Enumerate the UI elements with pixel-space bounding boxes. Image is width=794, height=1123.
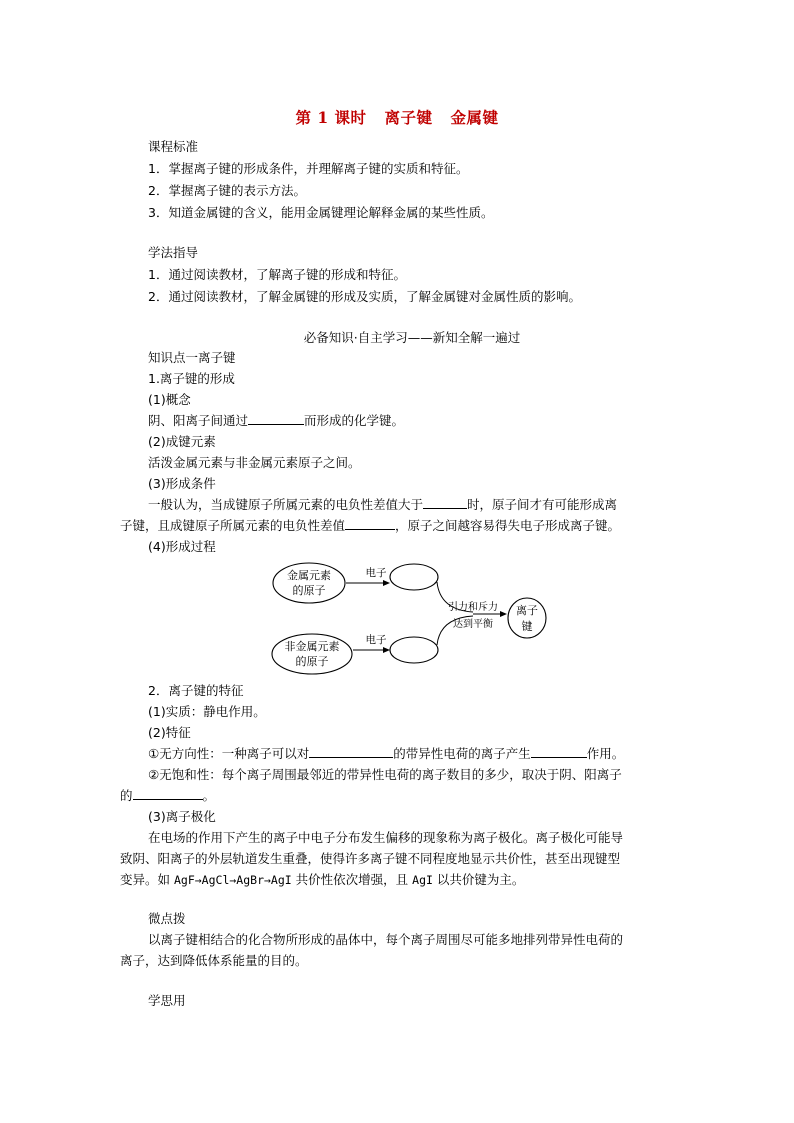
lesson-title [0, 106, 794, 128]
cation-blank-oval [390, 564, 438, 590]
elements-heading: (2)成键元素 [148, 434, 216, 449]
electron-label-bottom: 电子 [365, 634, 387, 646]
elements-text: 活泼金属元素与非金属元素原子之间。 [148, 455, 361, 470]
condition-text: 子键，且成键原子所属元素的电负性差值 ，原子之间越容易得失电子形成离子键。 [120, 518, 621, 533]
fill-blank [345, 517, 395, 530]
arrowhead [383, 647, 390, 653]
metal-atom-label: 金属元素 [287, 569, 331, 582]
nonmetal-atom-label: 非金属元素 [284, 640, 340, 653]
section-title: 必备知识·自主学习——新知全解一遍过 [303, 330, 521, 345]
concept-heading: (1)概念 [148, 392, 191, 407]
ionic-bond-label: 离子 [516, 604, 538, 617]
anion-blank-oval [390, 637, 438, 663]
polarization-text: 变异。如 AgF→AgCl→AgBr→AgI 共价性依次增强，且 AgI 以共价键为主。 [120, 872, 525, 887]
fill-blank [133, 787, 203, 800]
features-subheading: (2)特征 [148, 725, 191, 740]
process-heading: (4)形成过程 [148, 539, 216, 554]
non-directional-text: ①无方向性：一种离子可以对 的带异性电荷的离子产生 作用。 [148, 746, 625, 761]
kp1-subheading: 1.离子键的形成 [148, 371, 235, 386]
balance-label: 达到平衡 [453, 619, 493, 630]
condition-heading: (3)形成条件 [148, 476, 216, 491]
fill-blank [423, 496, 467, 509]
non-saturation-text: 的 。 [120, 788, 216, 803]
fill-blank [531, 745, 587, 758]
ionic-bond-label: 键 [521, 620, 533, 633]
tip-text: 离子，达到降低体系能量的目的。 [120, 953, 308, 968]
curriculum-item: 3．知道金属键的含义，能用金属键理论解释金属的某些性质。 [148, 205, 494, 220]
lesson-topic-ionic: 离子键 [384, 108, 433, 127]
metal-atom-label: 的原子 [292, 584, 326, 597]
method-item: 1．通过阅读教材，了解离子键的形成和特征。 [148, 267, 406, 282]
method-heading: 学法指导 [148, 245, 199, 260]
polarization-heading: (3)离子极化 [148, 809, 216, 824]
tip-text: 以离子键相结合的化合物所形成的晶体中，每个离子周围尽可能多地排列带异性电荷的 [148, 932, 624, 947]
polarization-text: 在电场的作用下产生的离子中电子分布发生偏移的现象称为离子极化。离子极化可能导 [148, 830, 624, 845]
ionic-bond-formation-diagram [268, 560, 568, 675]
electron-label-top: 电子 [365, 567, 387, 579]
tip-heading: 微点拨 [148, 911, 186, 926]
non-saturation-text: ②无饱和性：每个离子周围最邻近的带异性电荷的离子数目的多少，取决于阴、阳离子 [148, 767, 622, 782]
lesson-number: 第 1 课时 [295, 108, 367, 127]
fill-blank [309, 745, 393, 758]
fill-blank [248, 412, 304, 425]
essence-text: (1)实质：静电作用。 [148, 704, 266, 719]
arrowhead [383, 580, 390, 586]
lesson-topic-metallic: 金属键 [450, 108, 499, 127]
features-heading: 2．离子键的特征 [148, 683, 244, 698]
concept-text: 阴、阳离子间通过 而形成的化学键。 [148, 413, 405, 428]
arrowhead [500, 611, 507, 617]
balance-label: 引力和斥力 [448, 602, 498, 613]
condition-text: 一般认为，当成键原子所属元素的电负性差值大于 时，原子间才有可能形成离 [148, 497, 618, 512]
curriculum-item: 1．掌握离子键的形成条件，并理解离子键的实质和特征。 [148, 161, 469, 176]
learn-use-heading: 学思用 [148, 993, 186, 1008]
polarization-text: 致阴、阳离子的外层轨道发生重叠，使得许多离子键不同程度地显示共价性，甚至出现键型 [120, 851, 621, 866]
curriculum-heading: 课程标准 [148, 139, 199, 154]
method-item: 2．通过阅读教材，了解金属键的形成及实质，了解金属键对金属性质的影响。 [148, 289, 581, 304]
nonmetal-atom-label: 的原子 [295, 655, 329, 668]
kp1-heading: 知识点一离子键 [148, 350, 236, 365]
curriculum-item: 2．掌握离子键的表示方法。 [148, 183, 306, 198]
